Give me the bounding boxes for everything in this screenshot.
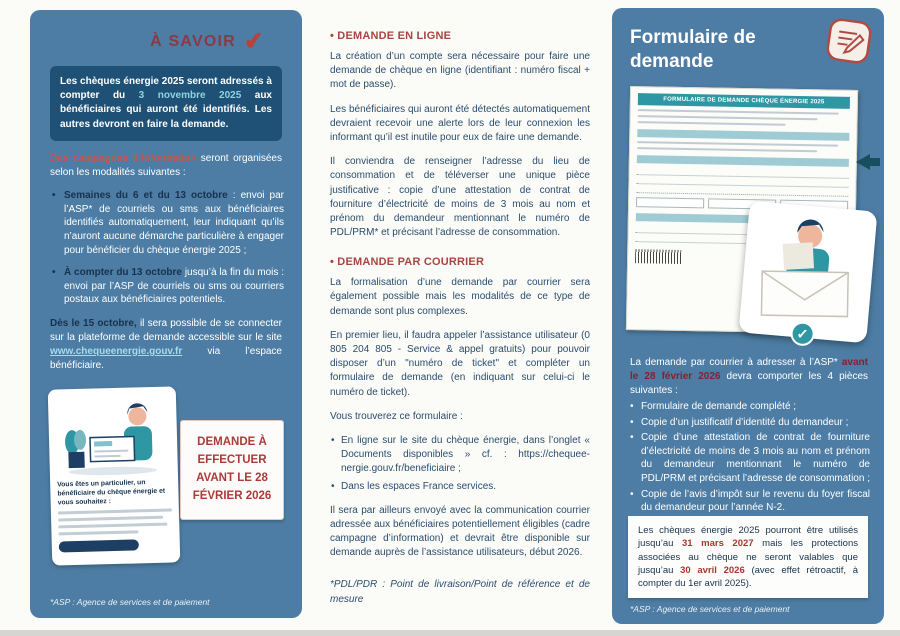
panel-a-savoir	[30, 10, 302, 618]
form-text-line	[638, 115, 818, 121]
courier-post: devra comporter les 4 pièces suivantes :	[630, 371, 869, 396]
panel-formulaire	[612, 8, 884, 624]
courier-deadline-highlight: avant le 28 février 2026	[630, 357, 868, 382]
beneficiary-illustration-card	[48, 387, 181, 566]
form-section-band	[637, 129, 849, 141]
campaign-highlight: Des campagnes d’information	[50, 152, 197, 164]
platform-mid: il sera possible de se connecter sur la plateforme de demande accessible sur le site	[50, 318, 283, 343]
bullet-lead: Semaines du 6 et du 13 octobre	[64, 189, 228, 201]
left-panel-content	[30, 10, 302, 584]
checkmark-icon: ✔	[242, 27, 266, 56]
card-button-placeholder	[59, 540, 139, 553]
validity-date-1: 31 mars 2027	[681, 538, 754, 550]
middle-column	[330, 30, 590, 617]
bullet-text: : envoi par l’ASP* de courriels ou sms aux bénéficiaires identifiés automatiquement, leur indiquant qu’ils n’auront aucune démarche particulière à engager pour bénéficier du chèque énergie 2025 ;	[64, 189, 284, 256]
platform-paragraph	[50, 317, 282, 372]
courier-requirements-intro	[630, 356, 868, 398]
campaign-paragraph	[50, 152, 282, 180]
campaign-rest: seront organisées selon les modalités suivantes :	[50, 152, 282, 178]
list-item: • Formulaire de demande complété ;	[630, 400, 870, 414]
list-item	[52, 266, 284, 307]
list-item: • Copie d’une attestation de contrat de fourniture d’électricité de moins de 3 mois au nom et prénom du demandeur mentionnant le numéro de PDL/PRM et précisant l’adresse de consommation ;	[630, 431, 870, 485]
form-text-line	[637, 121, 785, 126]
form-section-band	[637, 155, 849, 167]
arrow-tail	[870, 158, 880, 166]
paragraph: La formalisation d’une demande par courrier sera également possible mais les modalités de ce type de demande sont plus complexes.	[330, 277, 590, 317]
person-with-cheque-illustration	[55, 394, 171, 479]
list-item: • En ligne sur le site du chèque énergie, dans l’onglet « Documents disponibles » cf. : https://chequee-nergie.gouv.fr/beneficiaire ;	[330, 434, 590, 477]
form-text-line	[638, 109, 839, 115]
courier-pre: La demande par courrier à adresser à l’ASP*	[630, 357, 842, 368]
illustration-card-title: Vous êtes un particulier, un bénéficiaire du chèque énergie et vous souhaitez :	[57, 479, 166, 507]
paragraph: Il sera par ailleurs envoyé avec la communication courrier adressée aux bénéficiaires potentiellement éligibles (cadre campagne d’information) et devrait être disponible sur demande auprès de l’assistance utilisateurs, début 2026.	[330, 504, 590, 559]
notice-text-post: aux bénéficiaires qui auront été identifiés. Les autres devront en faire la demande.	[60, 90, 272, 130]
arrow-head	[856, 154, 870, 170]
pdl-footnote: *PDL/PDR : Point de livraison/Point de référence et de mesure	[330, 579, 590, 605]
notice-text-pre: Les chèques énergie 2025 seront adressés à compter du	[60, 76, 272, 102]
list-item	[52, 189, 284, 258]
formulaire-title: Formulaire de demande	[630, 27, 756, 72]
notice-box	[50, 66, 282, 141]
paragraph: Les bénéficiaires qui auront été détectés automatiquement devraient recevoir une alerte lors de leur connexion les informant qu’il est inutile pour eux de faire une demande.	[330, 103, 590, 143]
envelope-illustration-card	[738, 201, 877, 344]
check-badge-icon: ✓	[790, 321, 816, 347]
form-pen-icon	[823, 15, 875, 67]
deadline-text: DEMANDE À EFFECTUER AVANT LE 28 FÉVRIER 2026	[192, 436, 272, 502]
campaign-bullet-list	[48, 189, 284, 307]
text-line	[58, 531, 138, 536]
validity-box	[628, 516, 868, 598]
person-envelope-svg	[739, 201, 876, 341]
barcode	[635, 249, 681, 264]
formulaire-location-list	[330, 434, 590, 494]
required-pieces-list	[630, 400, 870, 517]
form-preview-header: FORMULAIRE DE DEMANDE CHÈQUE ÉNERGIE 2025	[638, 93, 850, 109]
paragraph: Il conviendra de renseigner l’adresse du lieu de consommation et de téléverser une unique pièce justificative : copie d’une attestation de contrat de fourniture d’électricité de moins de 3 mois au nom et prénom du demandeur mentionnant le numéro de PDL/PRM* et précisant l’adresse de consommation.	[330, 156, 590, 239]
text-line	[58, 509, 172, 515]
platform-lead: Dès le 15 octobre,	[50, 318, 137, 330]
arrow-left-icon	[856, 154, 880, 170]
a-savoir-heading: À SAVOIR	[150, 33, 236, 50]
validity-s2: mais les protections associées au chèque ne seront valables que jusqu’au	[638, 538, 859, 576]
left-bottom-row	[48, 384, 284, 572]
heading-demande-en-ligne: • DEMANDE EN LIGNE	[330, 30, 452, 42]
website-link: www.chequeenergie.gouv.fr	[50, 345, 183, 357]
list-item: • Copie de l’avis d’impôt sur le revenu du foyer fiscal du demandeur pour l’année N-2.	[630, 488, 870, 515]
heading-demande-par-courrier: • DEMANDE PAR COURRIER	[330, 256, 485, 269]
form-input-box	[636, 197, 704, 208]
platform-post: via l’espace bénéficiaire.	[50, 345, 282, 371]
savoir-header	[48, 22, 284, 54]
notice-date-highlight: 3 novembre 2025	[138, 90, 242, 102]
asp-footnote-right: *ASP : Agence de services et de paiement	[630, 604, 790, 614]
asp-footnote-left: *ASP : Agence de services et de paiement	[50, 597, 210, 607]
paragraph: La création d’un compte sera nécessaire pour faire une demande de chèque en ligne (identifiant : numéro fiscal + mot de passe).	[330, 51, 590, 91]
person-cheque-svg	[55, 394, 169, 479]
form-pen-icon-svg	[823, 15, 875, 67]
bullet-lead: À compter du 13 octobre	[64, 266, 182, 278]
validity-date-2: 30 avril 2026	[680, 564, 745, 576]
paragraph: En premier lieu, il faudra appeler l’assistance utilisateur (0 805 204 805 - Service & appel gratuits) pour pouvoir disposer d’un "numéro de ticket" et compléter un formulaire de demande (en indiquant sur celui-ci le numéro de ticket).	[330, 329, 590, 398]
text-line	[58, 517, 163, 523]
list-item: • Copie d’un justificatif d’identité du demandeur ;	[630, 416, 870, 430]
form-text-line	[637, 141, 838, 147]
list-intro: Vous trouverez ce formulaire :	[330, 410, 463, 422]
scan-edge-artifact	[0, 630, 900, 636]
bullet-text: jusqu’à la fin du mois : envoi par l’ASP de courriels ou sms ou courriers postaux aux bénéficiaires potentiels.	[64, 266, 284, 306]
validity-s3: (avec effet rétroactif, à compter du 1er avril 2025).	[638, 564, 858, 590]
form-text-line	[637, 147, 817, 153]
list-item: • Dans les espaces France services.	[330, 480, 590, 494]
text-line	[58, 523, 167, 529]
validity-s1: Les chèques énergie 2025 pourront être utilisés jusqu’au	[638, 525, 858, 550]
deadline-box	[180, 420, 284, 519]
